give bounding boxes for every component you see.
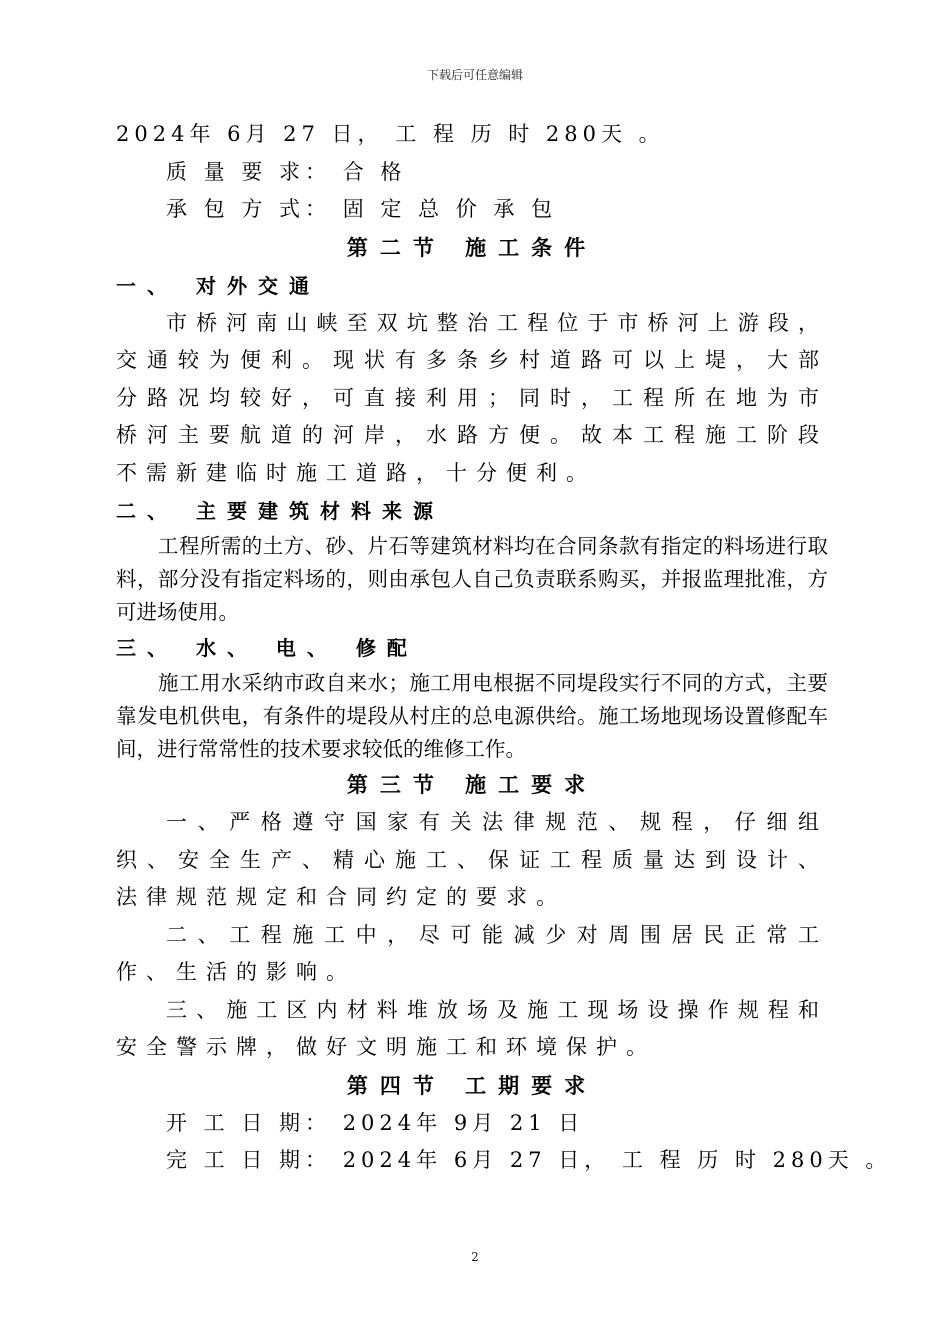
- requirement-1: 一、严格遵守国家有关法律规范、规程，仔细组织、安全生产、精心施工、保证工程质量达到设计、法律规范规定和合同约定的要求。: [116, 810, 828, 909]
- requirement-3: 三、施工区内材料堆放场及施工现场设操作规程和安全警示牌，做好文明施工和环境保护。: [116, 997, 828, 1059]
- document-body: [116, 116, 892, 1180]
- section-4-title: 第四节 工期要求: [346, 1073, 598, 1098]
- heading-transport: 一、 对外交通: [116, 273, 320, 298]
- paragraph-transport: 市桥河南山峡至双坑整治工程位于市桥河上游段，交通较为便利。现状有多条乡村道路可以上堤，大部分路况均较好，可直接利用；同时，工程所在地为市桥河主要航道的河岸，水路方便。故本工程施工阶段不需新建临时施工道路，十分便利。: [116, 310, 828, 485]
- heading-materials: 二、 主要建筑材料来源: [116, 499, 444, 523]
- requirement-2: 二、工程施工中，尽可能减少对周围居民正常工作、生活的影响。: [116, 922, 828, 984]
- contract-line: 承 包 方 式： 固 定 总 价 承 包: [166, 197, 558, 221]
- end-date-line: 完 工 日 期： 2024年 6月 27 日， 工 程 历 时 280天 。: [166, 1148, 892, 1172]
- page-number: 2: [471, 1250, 479, 1264]
- quality-line: 质 量 要 求： 合 格: [166, 159, 407, 184]
- section-3-title: 第三节 施工要求: [346, 773, 598, 797]
- paragraph-utilities: 施工用水采纳市政自来水；施工用电根据不同堤段实行不同的方式，主要靠发电机供电，有条件的堤段从村庄的总电源供给。施工场地现场设置修配车间，进行常常性的技术要求较低的维修工作。: [116, 671, 828, 761]
- section-2-title: 第二节 施工条件: [346, 235, 598, 260]
- duration-line: 2024年 6月 27 日， 工 程 历 时 280天 。: [116, 122, 665, 146]
- page-header: 下载后可任意编辑: [426, 68, 523, 82]
- start-date-line: 开 工 日 期： 2024年 9月 21 日: [166, 1110, 585, 1135]
- paragraph-materials: 工程所需的土方、砂、片石等建筑材料均在合同条款有指定的料场进行取料，部分没有指定料场的，则由承包人自己负责联系购买，并报监理批准，方可进场使用。: [116, 534, 828, 624]
- heading-utilities: 三、 水、 电、 修配: [116, 636, 418, 660]
